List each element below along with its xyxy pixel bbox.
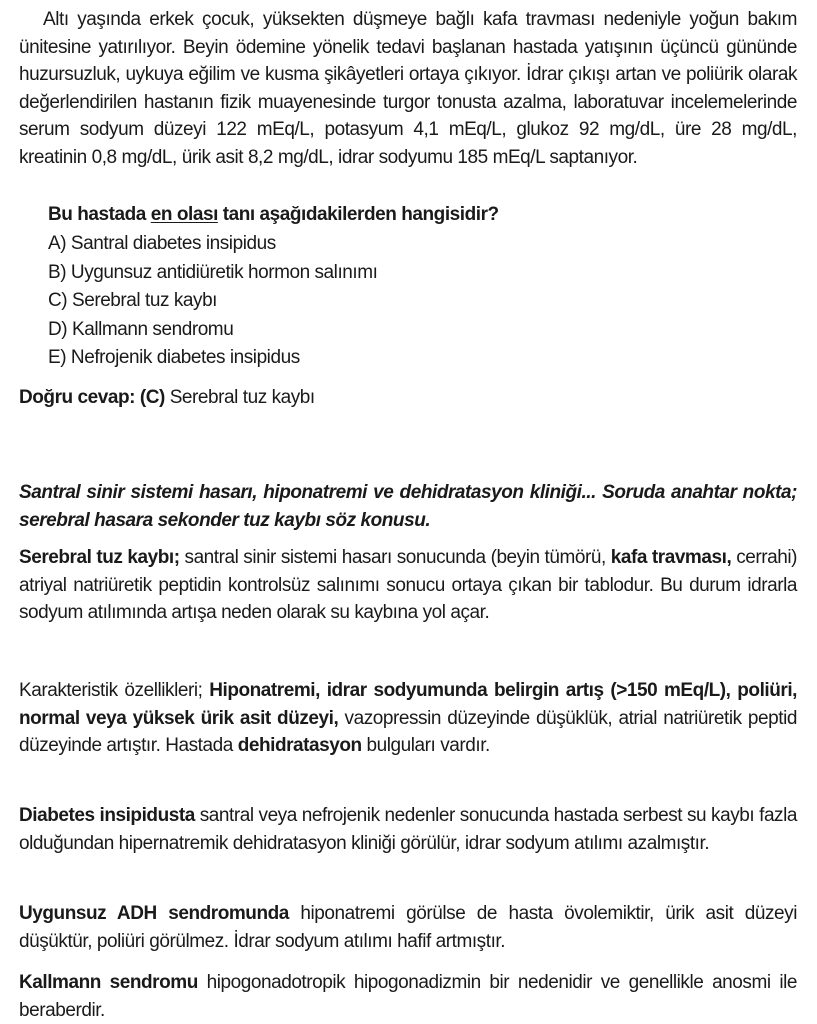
option-e: E) Nefrojenik diabetes insipidus [48,347,300,368]
question-stem: Altı yaşında erkek çocuk, yüksekten düşmeye bağlı kafa travması nedeniyle yoğun bakım ünitesine yatırılıyor. Beyin ödemine yönelik tedavi başlanan hastada yatışının üçüncü gününde huzursuzluk, uykuya eğilim ve kusma şikâyetleri ortaya çıkıyor. İdrar çıkışı artan ve poliürik olarak değerlendirilen hastanın fizik muayenesinde turgor tonusta azalma, laboratuvar incelemelerinde serum sodyum düzeyi 122 mEq/L, potasyum 4,1 mEq/L, glukoz 92 mg/dL, üre 28 mg/dL, kreatinin 0,8 mg/dL, ürik asit 8,2 mg/dL, idrar sodyumu 185 mEq/L saptanıyor. [19,9,797,168]
key-note: Santral sinir sistemi hasarı, hiponatremi ve dehidratasyon kliniği... Soruda anahtar nokta; serebral hasara sekonder tuz kaybı söz konusu. [19,482,797,531]
term: Uygunsuz ADH sendromunda [19,903,289,924]
text: vazopressin düzeyinde düşüklük, atrial natriüretik peptid düzeyinde artıştır. Hastada [19,707,797,756]
explanation-characteristics [19,677,797,760]
term: Kallmann sendromu [19,972,198,993]
option-b: B) Uygunsuz antidiüretik hormon salınımı [48,261,378,283]
explanation-siadh [19,900,797,955]
correct-answer [19,384,797,412]
emphasis: dehidratasyon [237,735,362,756]
term: Serebral tuz kaybı; [19,547,180,568]
option-c: C) Serebral tuz kaybı [48,290,218,311]
option-a: A) Santral diabetes insipidus [48,233,276,254]
text: cerrahi) atriyal natriüretik peptidin kontrolsüz salınımı sonucu ortaya çıkan bir tablodur. Bu durum idrarla sodyum atılımında artışa neden olarak su kaybına yol açar. [19,547,798,623]
answer-options [48,230,788,373]
correct-answer-text: Serebral tuz kaybı [164,387,315,408]
text: santral veya nefrojenik nedenler sonucunda hastada serbest su kaybı fazla olduğundan hipernatremik dehidratasyon kliniği görülür, idrar sodyum atılımı azalmıştır. [19,805,797,854]
question-prompt [48,201,788,229]
prompt-text-after: tanı aşağıdakilerden hangisidir? [217,204,499,225]
text: Karakteristik özellikleri; [19,680,210,701]
emphasis: Hiponatremi, idrar sodyumunda belirgin artış (>150 mEq/L), poliüri, normal veya yüksek ürik asit düzeyi, [19,680,797,729]
correct-answer-label: Doğru cevap: (C) [19,387,165,408]
explanation-cerebral-salt-wasting [19,544,797,627]
prompt-text-before: Bu hastada [48,204,151,225]
text: santral sinir sistemi hasarı sonucunda (beyin tümörü, [179,547,611,568]
text: hiponatremi görülse de hasta övolemiktir, ürik asit düzeyi düşüktür, poliüri görülmez. İdrar sodyum atılımı hafif artmıştır. [19,903,797,952]
term: Diabetes insipidusta [19,805,195,826]
explanation-kallmann [19,969,797,1024]
text: bulguları vardır. [361,735,490,756]
prompt-emphasis: en olası [150,204,218,225]
option-d: D) Kallmann sendromu [48,318,234,340]
emphasis: kafa travması, [610,547,732,568]
explanation-diabetes-insipidus [19,802,797,857]
text: hipogonadotropik hipogonadizmin bir nedenidir ve genellikle anosmi ile beraberdir. [19,972,797,1021]
